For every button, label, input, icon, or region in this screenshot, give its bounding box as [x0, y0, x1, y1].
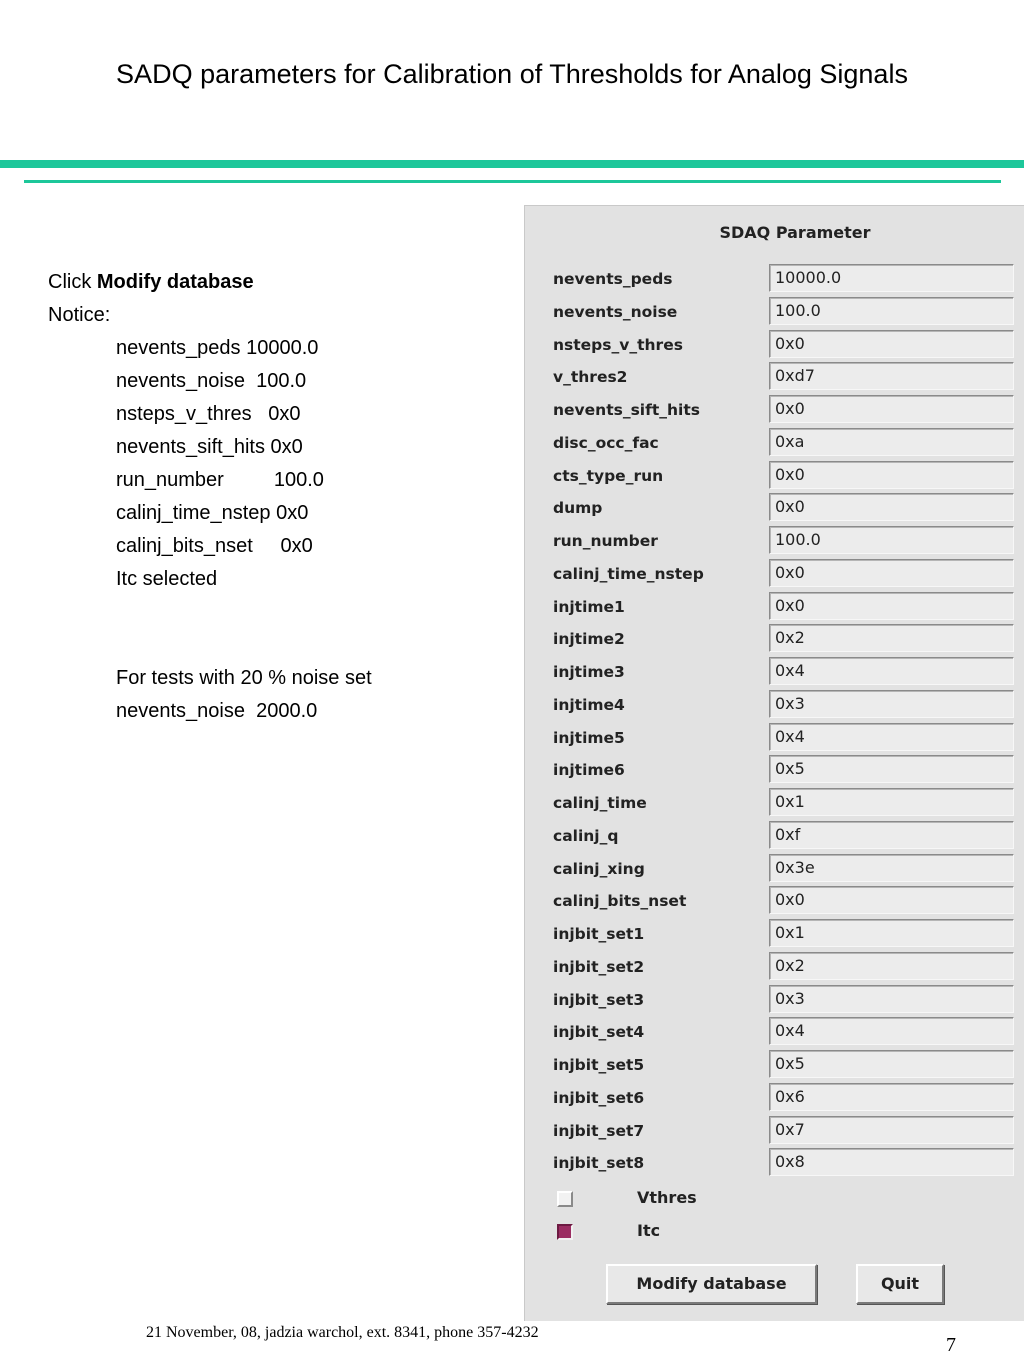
param-value-field[interactable]: 0x0: [769, 559, 1014, 587]
param-value-field[interactable]: 0x3: [769, 985, 1014, 1013]
param-label: calinj_bits_nset: [553, 892, 687, 911]
param-value-field[interactable]: 0x0: [769, 886, 1014, 914]
param-label: calinj_xing: [553, 859, 645, 878]
param-row-injbit-set4: [525, 1017, 1024, 1050]
param-row-calinj-time: [525, 788, 1024, 821]
param-row-injbit-set1: [525, 919, 1024, 952]
param-value-field[interactable]: 0x3: [769, 690, 1014, 718]
modify-database-button[interactable]: Modify database: [606, 1264, 817, 1304]
param-label: injtime4: [553, 695, 625, 714]
param-value-field[interactable]: 0x0: [769, 461, 1014, 489]
param-label: calinj_time: [553, 794, 647, 812]
param-label: nsteps_v_thres: [553, 335, 683, 354]
param-label: injbit_set8: [553, 1154, 645, 1173]
slide-title: SADQ parameters for Calibration of Thresholds for Analog Signals: [116, 59, 908, 89]
quit-button[interactable]: Quit: [856, 1264, 944, 1304]
param-row-nsteps-v-thres: [525, 330, 1024, 363]
param-row-nevents-noise: [525, 297, 1024, 330]
param-label: injbit_set2: [553, 957, 645, 976]
param-row-calinj-time-nstep: [525, 559, 1024, 592]
param-row-injtime6: [525, 755, 1024, 788]
param-label: disc_occ_fac: [553, 433, 659, 452]
param-value-field[interactable]: 0x8: [769, 1148, 1014, 1176]
click-target-name: Modify database: [96, 271, 254, 293]
param-value-field[interactable]: 0xf: [769, 821, 1014, 849]
param-row-calinj-xing: [525, 854, 1024, 887]
page-number: 7: [946, 1334, 956, 1356]
param-value-field[interactable]: 100.0: [769, 297, 1014, 325]
param-label: injbit_set7: [553, 1121, 645, 1140]
param-label: injbit_set6: [553, 1088, 645, 1107]
param-label: injbit_set3: [553, 990, 645, 1009]
param-value-field[interactable]: 0x0: [769, 395, 1014, 423]
param-value-field[interactable]: 0x0: [769, 330, 1014, 358]
sdaq-parameter-dialog: [524, 205, 1024, 1321]
param-row-injbit-set5: [525, 1050, 1024, 1083]
noise-test-note: For tests with 20 % noise set: [116, 667, 372, 689]
param-row-injbit-set7: [525, 1116, 1024, 1149]
param-value-field[interactable]: 0x2: [769, 952, 1014, 980]
notice-item: nsteps_v_thres 0x0: [116, 403, 301, 425]
param-label: cts_type_run: [553, 466, 664, 485]
header-rule-thick: [0, 160, 1024, 168]
notice-item: nevents_sift_hits 0x0: [116, 436, 303, 458]
notice-item: run_number 100.0: [116, 469, 324, 491]
param-row-calinj-bits-nset: [525, 886, 1024, 919]
notice-label: Notice:: [48, 304, 111, 326]
param-label: injbit_set1: [553, 925, 645, 943]
param-value-field[interactable]: 0xa: [769, 428, 1014, 456]
param-label: injbit_set5: [553, 1056, 645, 1074]
param-value-field[interactable]: 0x4: [769, 1017, 1014, 1045]
param-row-disc-occ-fac: [525, 428, 1024, 461]
param-value-field[interactable]: 0x7: [769, 1116, 1014, 1144]
param-label: nevents_peds: [553, 270, 673, 288]
param-label: injbit_set4: [553, 1023, 645, 1042]
checkbox-row-itc[interactable]: [525, 1216, 1024, 1246]
dialog-title: SDAQ Parameter: [719, 223, 871, 242]
param-value-field[interactable]: 0x0: [769, 493, 1014, 521]
param-value-field[interactable]: 0x1: [769, 919, 1014, 947]
param-label: injtime5: [553, 728, 625, 747]
param-value-field[interactable]: 0x4: [769, 723, 1014, 751]
param-value-field[interactable]: 0x2: [769, 624, 1014, 652]
itc-checkbox[interactable]: [557, 1224, 573, 1240]
param-row-calinj-q: [525, 821, 1024, 854]
param-row-injtime2: [525, 624, 1024, 657]
param-label: nevents_noise: [553, 302, 678, 321]
param-row-nevents-peds: [525, 264, 1024, 297]
param-label: calinj_q: [553, 826, 619, 845]
param-row-injtime4: [525, 690, 1024, 723]
param-label: v_thres2: [553, 368, 628, 387]
param-value-field[interactable]: 0x4: [769, 657, 1014, 685]
param-row-nevents-sift-hits: [525, 395, 1024, 428]
itc-label: Itc: [637, 1221, 661, 1240]
param-row-dump: [525, 493, 1024, 526]
header-rule-thin: [24, 180, 1001, 183]
param-row-injbit-set8: [525, 1148, 1024, 1181]
vthres-checkbox[interactable]: [557, 1191, 573, 1207]
param-label: dump: [553, 499, 603, 518]
notice-item: nevents_peds 10000.0: [116, 337, 319, 359]
click-instruction: [48, 266, 254, 299]
param-label: run_number: [553, 532, 658, 550]
param-row-cts-type-run: [525, 461, 1024, 494]
param-value-field[interactable]: 10000.0: [769, 264, 1014, 292]
param-label: nevents_sift_hits: [553, 401, 701, 419]
param-value-field[interactable]: 0x0: [769, 592, 1014, 620]
notice-item: nevents_noise 100.0: [116, 370, 307, 392]
param-row-injtime5: [525, 723, 1024, 756]
param-row-injbit-set3: [525, 985, 1024, 1018]
param-value-field[interactable]: 0x6: [769, 1083, 1014, 1111]
param-value-field[interactable]: 0x3e: [769, 854, 1014, 882]
param-row-run-number: [525, 526, 1024, 559]
param-value-field[interactable]: 100.0: [769, 526, 1014, 554]
param-label: injtime2: [553, 630, 625, 649]
param-value-field[interactable]: 0xd7: [769, 362, 1014, 390]
param-label: injtime1: [553, 597, 625, 616]
param-value-field[interactable]: 0x5: [769, 1050, 1014, 1078]
notice-item: Itc selected: [116, 568, 218, 590]
param-row-injtime3: [525, 657, 1024, 690]
param-row-injbit-set2: [525, 952, 1024, 985]
param-label: injtime6: [553, 761, 625, 780]
noise-test-value: nevents_noise 2000.0: [116, 700, 318, 722]
param-value-field[interactable]: 0x5: [769, 755, 1014, 783]
vthres-label: Vthres: [637, 1188, 697, 1207]
checkbox-row-vthres[interactable]: [525, 1183, 1024, 1213]
notice-item: calinj_time_nstep 0x0: [116, 502, 309, 524]
param-row-injbit-set6: [525, 1083, 1024, 1116]
notice-item: calinj_bits_nset 0x0: [116, 535, 313, 557]
param-row-injtime1: [525, 592, 1024, 625]
footer-text: 21 November, 08, jadzia warchol, ext. 8341, phone 357-4232: [146, 1324, 539, 1341]
param-value-field[interactable]: 0x1: [769, 788, 1014, 816]
param-label: calinj_time_nstep: [553, 564, 704, 583]
param-row-v-thres2: [525, 362, 1024, 395]
param-label: injtime3: [553, 663, 625, 681]
click-prefix: Click: [48, 271, 97, 293]
